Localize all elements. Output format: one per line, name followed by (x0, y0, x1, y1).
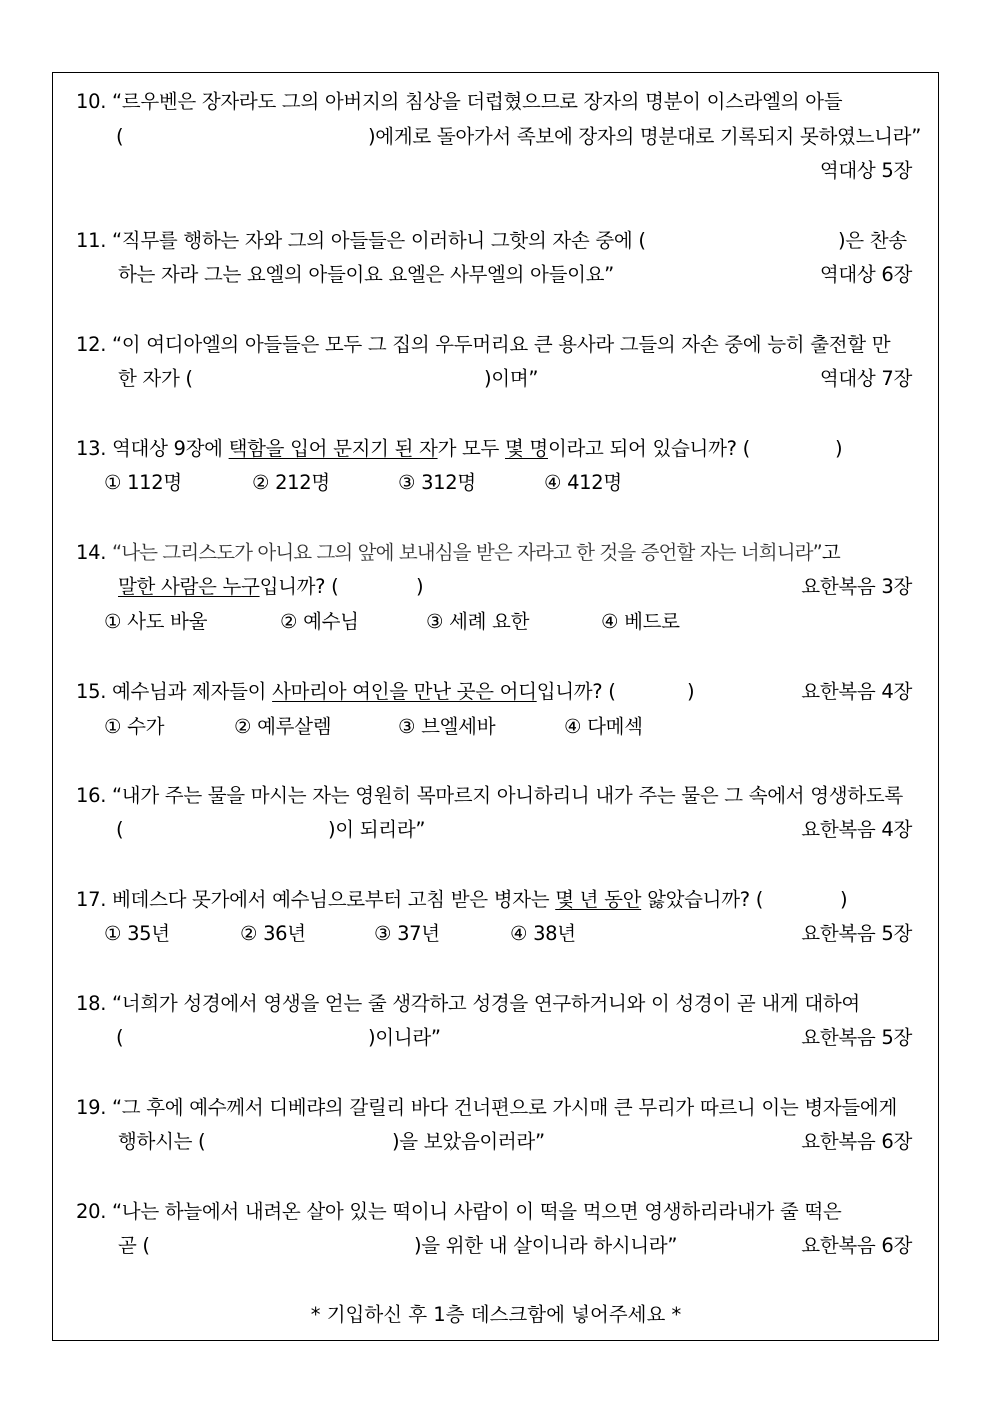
q11-reference: 역대상 6장 (819, 263, 912, 286)
q14-option-4[interactable]: ④ 베드로 (601, 610, 680, 633)
q15-pre: 15. 예수님과 제자들이 (76, 680, 273, 703)
q13-pre: 13. 역대상 9장에 (76, 437, 229, 460)
q18-line1: 18. “너희가 성경에서 영생을 얻는 줄 생각하고 성경을 연구하거니와 이 성경이 곧 내게 대하여 (76, 992, 860, 1015)
q15-answer-close: ) (687, 680, 695, 703)
q14-quote-tail: 고 (821, 541, 841, 564)
q13-option-4[interactable]: ④ 412명 (544, 471, 622, 494)
q20-line1: 20. “나는 하늘에서 내려온 살아 있는 떡이니 사람이 이 떡을 먹으면 영생하리라내가 줄 떡은 (76, 1200, 842, 1223)
q15-post: 입니까? ( (536, 680, 616, 703)
q14-number: 14. (76, 541, 107, 564)
q17-reference: 요한복음 5장 (801, 922, 912, 945)
q13-option-2[interactable]: ② 212명 (252, 471, 330, 494)
q11-line2: 하는 자라 그는 요엘의 아들이요 요엘은 사무엘의 아들이요” (118, 263, 614, 286)
q13-question (76, 436, 750, 462)
q17-option-1[interactable]: ① 35년 (104, 922, 170, 945)
q18-reference: 요한복음 5장 (801, 1026, 912, 1049)
q17-pre: 17. 베데스다 못가에서 예수님으로부터 고침 받은 병자는 (76, 888, 556, 911)
q13-underline-1: 택함을 입어 문지기 된 자 (228, 437, 438, 460)
q15-reference: 요한복음 4장 (801, 680, 912, 703)
q16-reference: 요한복음 4장 (801, 818, 912, 841)
q14-post: 입니까? ( (259, 575, 339, 598)
q14-line2 (118, 574, 338, 600)
q15-question (76, 679, 616, 705)
q17-underline: 몇 년 동안 (555, 888, 642, 911)
q14-quote: “나는 그리스도가 아니요 그의 앞에 보내심을 받은 자라고 한 것을 증언할 자는 너희니라” (112, 541, 822, 564)
q15-underline: 사마리아 여인을 만난 곳은 어디 (272, 680, 537, 703)
q18-line2-rest: )이니라” (368, 1026, 441, 1049)
q15-option-1[interactable]: ① 수가 (104, 715, 165, 738)
q20-line2-start: 곧 ( (118, 1234, 150, 1257)
q10-line2-open: ( (116, 125, 124, 148)
q16-line2-rest: )이 되리라” (328, 818, 426, 841)
q13-mid: 가 모두 (437, 437, 505, 460)
q13-option-1[interactable]: ① 112명 (104, 471, 182, 494)
q14-reference: 요한복음 3장 (801, 575, 912, 598)
q13-option-3[interactable]: ③ 312명 (398, 471, 476, 494)
q13-post: 이라고 되어 있습니까? ( (547, 437, 750, 460)
q14-option-2[interactable]: ② 예수님 (280, 610, 359, 633)
q19-reference: 요한복음 6장 (801, 1130, 912, 1153)
q12-line2-start: 한 자가 ( (118, 367, 193, 390)
q16-line1: 16. “내가 주는 물을 마시는 자는 영원히 목마르지 아니하리니 내가 주는 물은 그 속에서 영생하도록 (76, 784, 903, 807)
q13-underline-2: 몇 명 (505, 437, 548, 460)
q12-line1: 12. “이 여디아엘의 아들들은 모두 그 집의 우두머리요 큰 용사라 그들의 자손 중에 능히 출전할 만 (76, 333, 891, 356)
q15-option-2[interactable]: ② 예루살렘 (234, 715, 332, 738)
q17-option-3[interactable]: ③ 37년 (374, 922, 440, 945)
q19-line1: 19. “그 후에 예수께서 디베랴의 갈릴리 바다 건너편으로 가시매 큰 무리가 따르니 이는 병자들에게 (76, 1096, 898, 1119)
q14-line1 (76, 540, 840, 566)
q17-option-2[interactable]: ② 36년 (240, 922, 306, 945)
q14-underline: 말한 사람은 누구 (118, 575, 260, 598)
footer-instruction: * 기입하신 후 1층 데스크함에 넣어주세요 * (310, 1303, 682, 1326)
q20-line2-end: )을 위한 내 살이니라 하시니라” (414, 1234, 678, 1257)
q17-post: 앓았습니까? ( (641, 888, 764, 911)
q19-line2-start: 행하시는 ( (118, 1130, 206, 1153)
q17-answer-close: ) (840, 888, 848, 911)
q12-reference: 역대상 7장 (819, 367, 912, 390)
q12-line2-end: )이며” (484, 367, 539, 390)
q11-line1-start: 11. “직무를 행하는 자와 그의 아들들은 이러하니 그핫의 자손 중에 ( (76, 229, 646, 252)
q15-option-3[interactable]: ③ 브엘세바 (398, 715, 496, 738)
q19-line2-end: )을 보았음이러라” (392, 1130, 545, 1153)
q13-answer-close: ) (835, 437, 843, 460)
q16-line2-open: ( (116, 818, 124, 841)
q17-question (76, 887, 763, 913)
q14-option-1[interactable]: ① 사도 바울 (104, 610, 208, 633)
q14-answer-close: ) (416, 575, 424, 598)
q10-line2-rest: )에게로 돌아가서 족보에 장자의 명분대로 기록되지 못하였느니라” (368, 125, 922, 148)
q14-option-3[interactable]: ③ 세례 요한 (426, 610, 530, 633)
q10-line1: 10. “르우벤은 장자라도 그의 아버지의 침상을 더럽혔으므로 장자의 명분이 이스라엘의 아들 (76, 90, 843, 113)
q15-option-4[interactable]: ④ 다메섹 (564, 715, 643, 738)
q20-reference: 요한복음 6장 (801, 1234, 912, 1257)
q11-line1-end: )은 찬송 (838, 229, 907, 252)
q17-option-4[interactable]: ④ 38년 (510, 922, 576, 945)
q18-line2-open: ( (116, 1026, 124, 1049)
q10-reference: 역대상 5장 (819, 159, 912, 182)
